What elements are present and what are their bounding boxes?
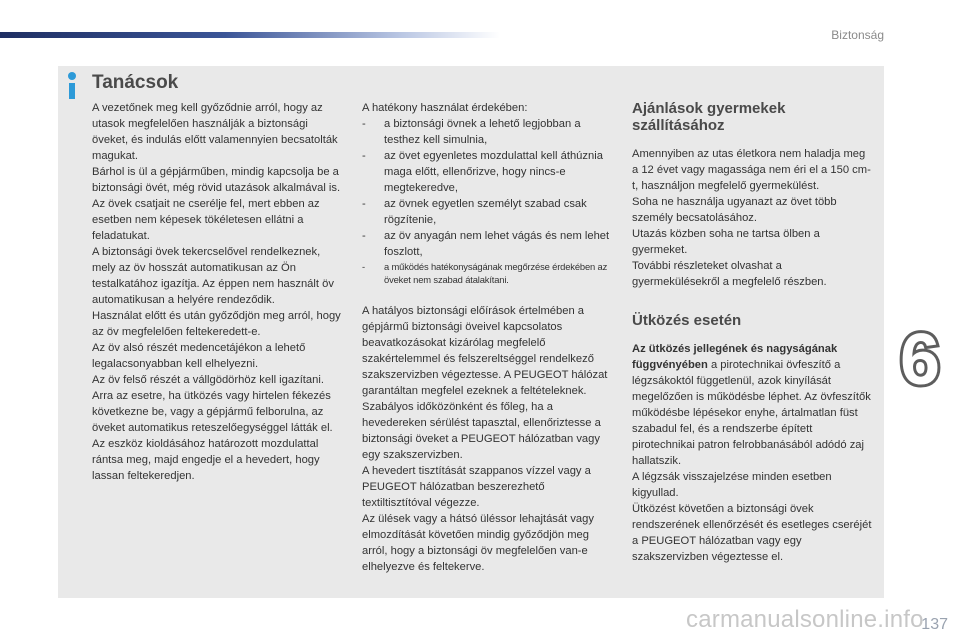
collision-lead: [632, 341, 872, 469]
advice-column-1: [92, 100, 346, 484]
children-paragraph: Utazás közben soha ne tartsa ölben a gyermeket.: [632, 228, 820, 256]
collision-lead-bold: Az ütközés jellegének és nagyságának függvényében: [632, 343, 838, 371]
children-paragraph: Amennyiben az utas életkora nem haladja meg a 12 évet vagy magassága nem éri el a 150 cm-t, használjon megfelelő gyermekülést.: [632, 148, 871, 192]
advice-paragraph: Szabályos időközönként és főleg, ha a hevedereken sérülést tapasztal, ellenőriztesse a biztonsági öveket a PEUGEOT hálózatban vagy egy szakszervizben.: [362, 401, 601, 461]
collision-lead-text: a pirotechnikai övfeszítő a légzsákoktól függetlenül, azok kinyílását megelőzően is működésbe léphet. Az övfeszítők működésbe lépésekor enyhe, ártalmatlan füst szabadul fel, és a rendszerbe épített pirotechnikai patron felrobbanásából adódó zaj hallatszik.: [632, 359, 871, 467]
page-number: 137: [921, 616, 948, 633]
collision-paragraph: Ütközést követően a biztonsági övek rendszerének ellenőrzését és esetleges cseréjét a PEUGEOT hálózatban vagy egy szakszervizben végeztesse el.: [632, 503, 872, 563]
advice-paragraph: Az övek csatjait ne cserélje fel, mert ebben az esetben nem képesek tökéletesen ellátni a feladatukat.: [92, 198, 320, 242]
list-item: - az övet egyenletes mozdulattal kell áthúznia maga előtt, ellenőrizve, hogy nincs-e megtekeredve,: [362, 148, 612, 196]
chapter-number: 6: [900, 320, 941, 400]
children-heading: Ajánlások gyermekek szállításához: [632, 100, 786, 134]
advice-paragraph: Az ülések vagy a hátsó üléssor lehajtását vagy elmozdítását követően mindig győződjön meg arról, hogy a biztonsági öv megfelelően van-e elhelyezve és feltekerve.: [362, 513, 594, 573]
list-item: - a biztonsági övnek a lehető legjobban a testhez kell simulnia,: [362, 116, 612, 148]
advice-paragraph: A hevedert tisztítását szappanos vízzel vagy a PEUGEOT hálózatban beszerezhető textiltisztítóval végezze.: [362, 465, 591, 509]
children-paragraph: További részleteket olvashat a gyermekülésekről a megfelelő részben.: [632, 260, 827, 288]
advice-paragraph: Az öv alsó részét medencetájékon a lehető legalacsonyabban kell elhelyezni.: [92, 342, 306, 370]
usage-list: [362, 116, 612, 286]
advice-column-2: [362, 100, 612, 575]
info-icon: [62, 70, 84, 102]
list-item: - az övnek egyetlen személyt szabad csak rögzítenie,: [362, 196, 612, 228]
section-label: Biztonság: [831, 28, 884, 42]
watermark: carmanualsonline.info: [686, 606, 924, 633]
advice-column-3: [632, 100, 872, 565]
advice-paragraph: Az öv felső részét a vállgödörhöz kell igazítani.: [92, 374, 324, 386]
header-stripe: [0, 32, 500, 38]
list-item: - az öv anyagán nem lehet vágás és nem lehet foszlott,: [362, 228, 612, 260]
list-intro: A hatékony használat érdekében:: [362, 102, 528, 114]
advice-paragraph: A hatályos biztonsági előírások értelmében a gépjármű biztonsági öveivel kapcsolatos beavatkozásokat kizárólag megfelelő szakértelemmel és felszereltséggel rendelkező szakszervizben végeztesse. A PEUGEOT hálózat garantáltan megfelel ezeknek a feltételeknek.: [362, 305, 608, 397]
advice-paragraph: Arra az esetre, ha ütközés vagy hirtelen fékezés következne be, vagy a gépjármű felborulna, az öveket automatikus reteszelőegységgel látták el. Az eszköz kioldásához határozott mozdulattal rántsa meg, majd engedje el a hevedert, hogy lassan feltekeredjen.: [92, 390, 333, 482]
info-icon-stem: [69, 83, 75, 99]
info-icon-dot: [68, 72, 76, 80]
collision-heading: Ütközés esetén: [632, 312, 742, 329]
advice-paragraph: A biztonsági övek tekercselővel rendelkeznek, mely az öv hosszát automatikusan az Ön testalkatához igazítja. Az éppen nem használt öv automatikusan a helyére rendeződik.: [92, 246, 334, 306]
advice-paragraph: A vezetőnek meg kell győződnie arról, hogy az utasok megfelelően használják a biztonsági öveket, és indulás előtt valamennyien becsatolták magukat.: [92, 102, 338, 162]
advice-paragraph: Bárhol is ül a gépjárműben, mindig kapcsolja be a biztonsági övét, még rövid utazások alkalmával is.: [92, 166, 341, 194]
collision-paragraph: A légzsák visszajelzése minden esetben kigyullad.: [632, 471, 832, 499]
advice-title: Tanácsok: [92, 72, 179, 93]
children-paragraph: Soha ne használja ugyanazt az övet több személy becsatolásához.: [632, 196, 837, 224]
list-item: - a működés hatékonyságának megőrzése érdekében az öveket nem szabad átalakítani.: [362, 260, 612, 286]
advice-paragraph: Használat előtt és után győződjön meg arról, hogy az öv megfelelően feltekeredett-e.: [92, 310, 341, 338]
